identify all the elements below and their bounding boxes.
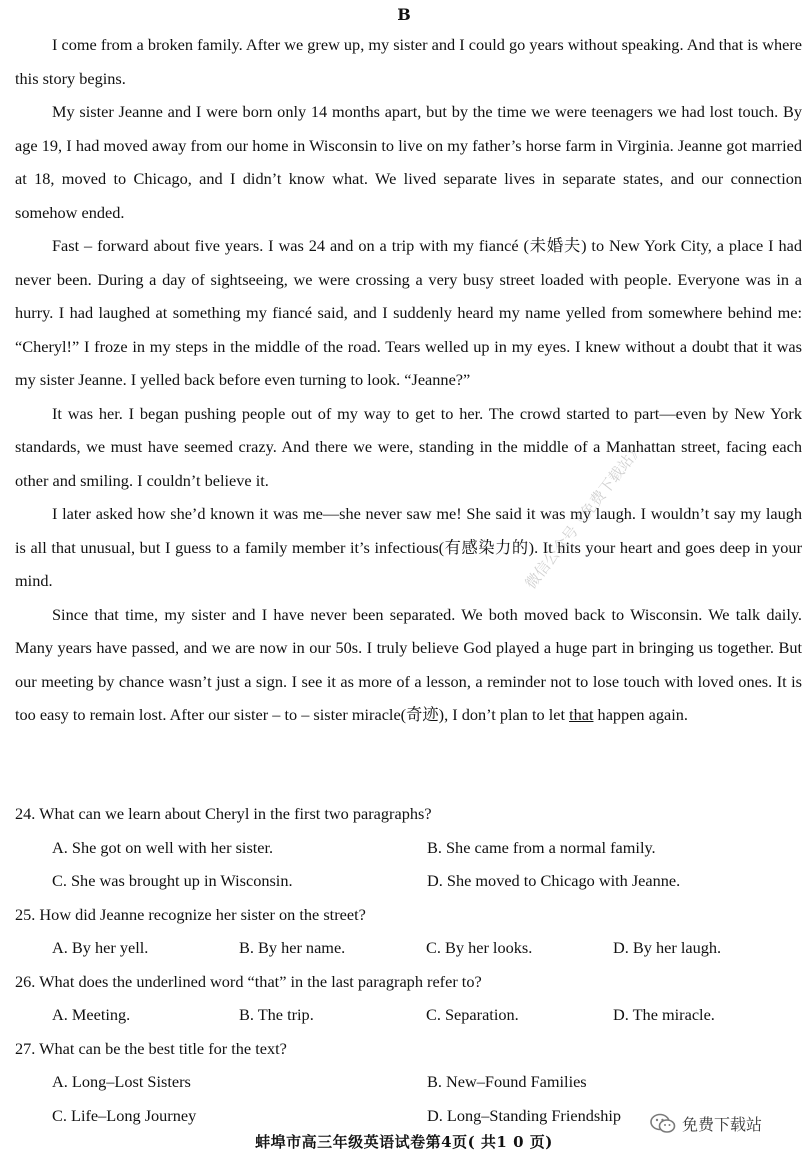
passage-paragraph: I later asked how she’d known it was me—she never saw me! She said it was my laugh. I wouldn’t say my laugh is all that unusual, but I guess to a family member it’s infectious(有感染力的). It hits your heart and goes deep in your mind. — [15, 504, 802, 590]
passage-paragraph: It was her. I began pushing people out of my way to get to her. The crowd started to part—even by New York standards, we must have seemed crazy. And there we were, standing in the middle of a Manhattan street, facing each other and smiling. I couldn’t believe it. — [15, 403, 802, 490]
last-paragraph-text: Since that time, my sister and I have never been separated. We both moved back to Wisconsin. We talk daily. Many years have passed, and we are now in our 50s. I truly believe God played a huge part in bringing us together. But our meeting by chance wasn’t just a sign. I see it as more of a lesson, a reminder not to lose touch with loved ones. It is too easy to remain lost. After our sister – to – sister miracle(奇迹), I don’t plan to let — [15, 604, 802, 724]
option-list — [15, 998, 802, 1032]
option-a: A. By her yell. — [52, 938, 149, 957]
option-b: B. She came from a normal family. — [427, 837, 656, 857]
option-b: B. By her name. — [239, 938, 346, 957]
reading-passage — [15, 28, 802, 732]
option-d: D. She moved to Chicago with Jeanne. — [427, 871, 681, 890]
section-heading: B — [397, 5, 411, 24]
question-stem: 24. What can we learn about Cheryl in the first two paragraphs? — [15, 804, 432, 823]
option-c: C. She was brought up in Wisconsin. — [52, 871, 293, 890]
last-paragraph-end: happen again. — [593, 705, 688, 724]
passage-paragraph: I come from a broken family. After we grew up, my sister and I could go years without speaking. And that is where this story begins. — [15, 35, 802, 88]
brand-mark — [650, 1112, 762, 1135]
page-footer: 蚌埠市高三年级英语试卷第4页( 共1 0 页) — [255, 1133, 553, 1151]
option-c: C. Life–Long Journey — [52, 1105, 197, 1125]
option-list — [15, 931, 802, 965]
option-d: D. Long–Standing Friendship — [427, 1105, 622, 1125]
question-stem: 27. What can be the best title for the text? — [15, 1038, 287, 1058]
watermark: 微信公众号《免费下载站》 — [521, 439, 647, 593]
question-stem: 26. What does the underlined word “that” in the last paragraph refer to? — [15, 971, 482, 991]
wechat-icon — [650, 1113, 676, 1135]
underlined-word: that — [569, 705, 594, 724]
question-stem: 25. How did Jeanne recognize her sister on the street? — [15, 904, 366, 924]
question-item — [15, 797, 802, 898]
option-b: B. The trip. — [239, 1005, 314, 1024]
passage-paragraph: My sister Jeanne and I were born only 14 months apart, but by the time we were teenagers we had lost touch. By age 19, I had moved away from our home in Wisconsin to live on my father’s horse farm in Virginia. Jeanne got married at 18, moved to Chicago, and I didn’t know what. We lived separate lives in separate states, and our connection somehow ended. — [15, 102, 802, 222]
passage-paragraph-last — [15, 598, 802, 732]
questions-section — [15, 797, 802, 1132]
passage-paragraph: Fast – forward about five years. I was 24 and on a trip with my fiancé (未婚夫) to New York City, a place I had never been. During a day of sightseeing, we were crossing a very busy street loaded with people. Everyone was in a hurry. I had laughed at something my fiancé said, and I suddenly heard my name yelled from somewhere behind me: “Cheryl!” I froze in my steps in the middle of the road. Tears welled up in my eyes. I knew without a doubt that it was my sister Jeanne. I yelled back before even turning to look. “Jeanne?” — [15, 236, 802, 389]
option-c: C. Separation. — [426, 1005, 519, 1024]
option-a: A. Meeting. — [52, 1005, 131, 1024]
question-item — [15, 898, 802, 965]
option-d: D. By her laugh. — [613, 938, 722, 957]
option-b: B. New–Found Families — [427, 1072, 587, 1091]
brand-label: 免费下载站 — [682, 1115, 763, 1134]
option-d: D. The miracle. — [613, 1005, 715, 1024]
option-a: A. Long–Lost Sisters — [52, 1072, 191, 1091]
option-c: C. By her looks. — [426, 938, 533, 957]
question-item — [15, 965, 802, 1032]
option-a: A. She got on well with her sister. — [52, 837, 274, 857]
option-list — [15, 831, 802, 898]
